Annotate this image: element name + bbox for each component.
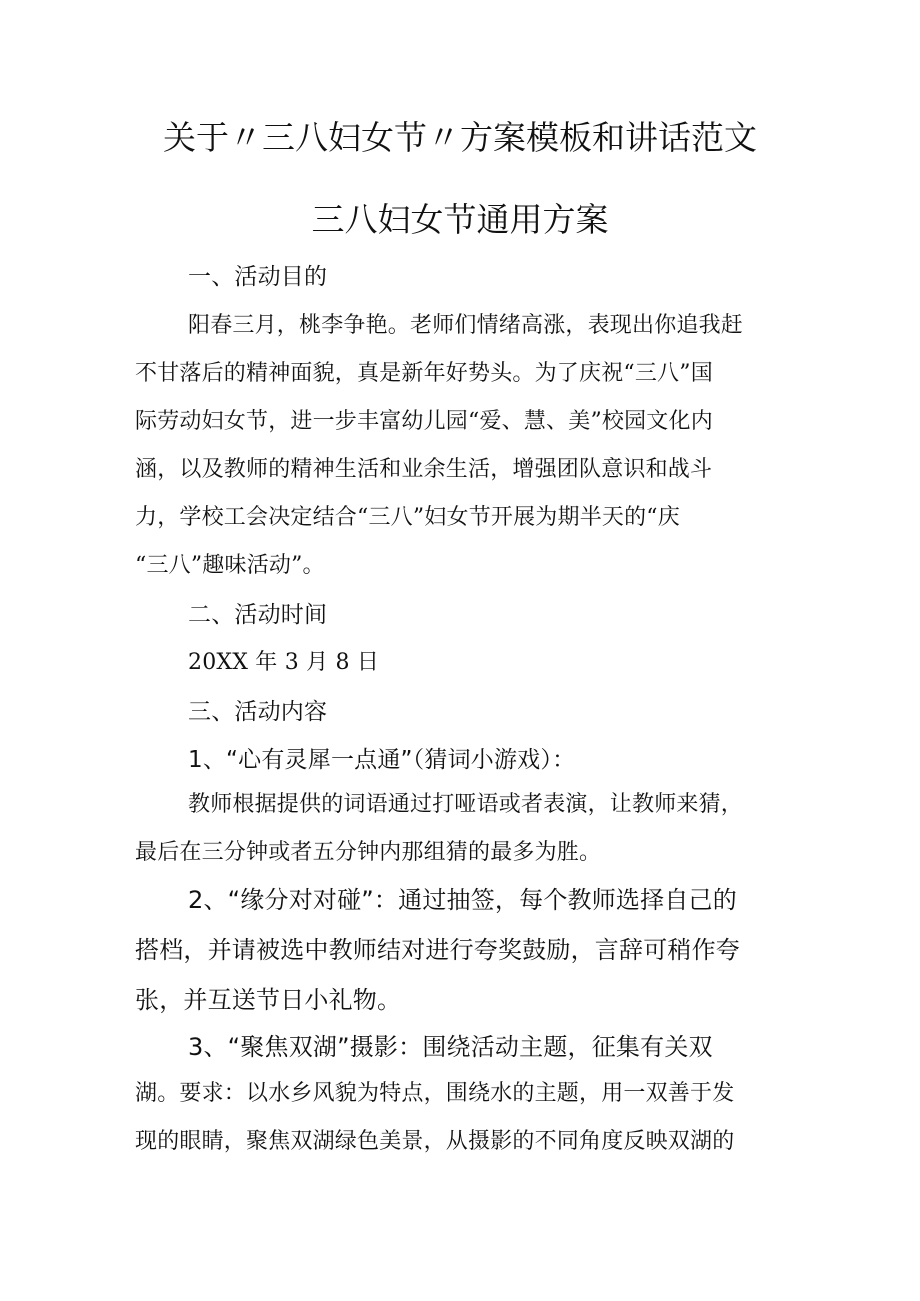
document-subtitle: 三八妇女节通用方案 [311,200,609,239]
paragraph-line: 最后在三分钟或者五分钟内那组猜的最多为胜。 [135,840,602,865]
activity-item-line: 2、“缘分对对碰”：通过抽签，每个教师选择自己的 [188,886,737,914]
paragraph-line: 不甘落后的精神面貌，真是新年好势头。为了庆祝“三八”国 [135,361,713,386]
paragraph-line: 现的眼睛，聚焦双湖绿色美景，从摄影的不同角度反映双湖的 [135,1129,735,1154]
activity-item-line: 3、“聚焦双湖”摄影：围绕活动主题，征集有关双 [188,1033,713,1061]
section-heading-time: 二、活动时间 [188,602,328,628]
section-heading-purpose: 一、活动目的 [188,264,328,290]
paragraph-line: 涵，以及教师的精神生活和业余生活，增强团队意识和战斗 [135,457,713,482]
paragraph-line: 教师根据提供的词语通过打哑语或者表演，让教师来猜， [188,792,744,817]
activity-item-line: 张，并互送节日小礼物。 [135,986,402,1014]
paragraph-line: 阳春三月，桃李争艳。老师们情绪高涨，表现出你追我赶 [188,313,744,338]
section-heading-content: 三、活动内容 [188,699,328,725]
paragraph-line: “三八”趣味活动”。 [135,553,325,578]
paragraph-line: 力，学校工会决定结合“三八”妇女节开展为期半天的“庆 [135,505,680,530]
activity-item-title: 1、“心有灵犀一点通”（猜词小游戏）： [188,747,576,773]
activity-item-line: 搭档，并请被选中教师结对进行夸奖鼓励，言辞可稍作夸 [135,936,740,964]
paragraph-line: 际劳动妇女节，进一步丰富幼儿园“爱、慧、美”校园文化内 [135,409,713,434]
activity-date: 20XX 年 3 月 8 日 [188,650,380,675]
document-title: 关于〃三八妇女节〃方案模板和讲话范文 [163,118,757,157]
paragraph-line: 湖。要求：以水乡风貌为特点，围绕水的主题，用一双善于发 [135,1081,735,1106]
